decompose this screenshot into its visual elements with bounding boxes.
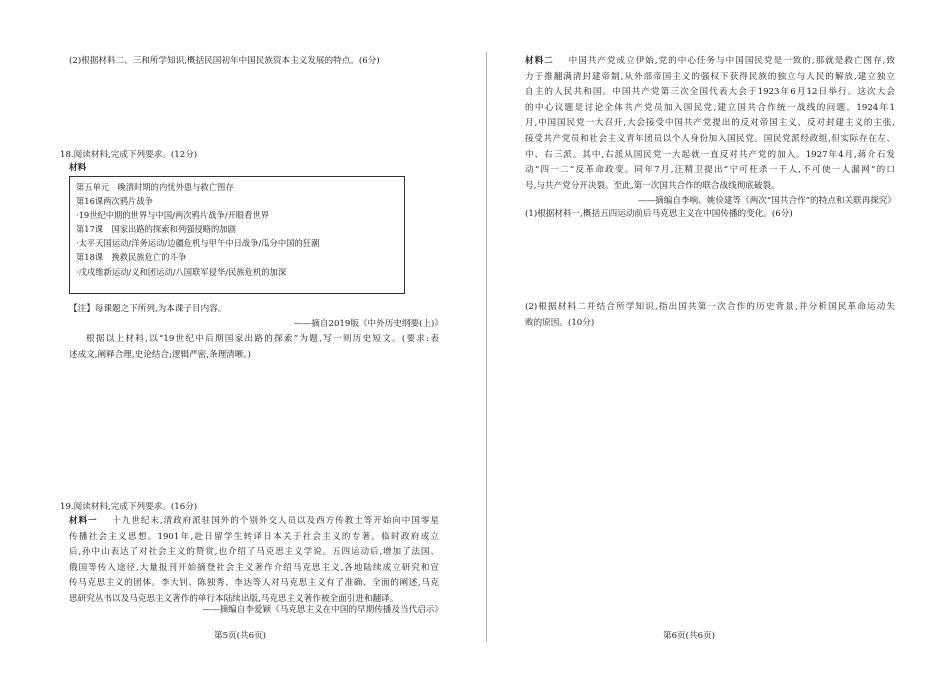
outline-line: 第18课 挽救民族危亡的斗争 <box>76 252 187 263</box>
q19-sub1-question: (1)根据材料一,概括五四运动前后马克思主义在中国传播的变化。(6分) <box>525 209 793 219</box>
q19-heading: 19.阅读材料,完成下列要求。(16分) <box>60 502 198 512</box>
outline-line: 第16课两次鸦片战争 <box>76 196 153 207</box>
material1-label: 材料一 <box>69 516 98 526</box>
material2-label: 材料二 <box>525 56 554 66</box>
q17-sub2-question: (2)根据材料二、三和所学知识,概括民国初年中国民族资本主义发展的特点。(6分) <box>69 56 380 66</box>
outline-line: ·19世纪中期的世界与中国/两次鸦片战争/开眼看世界 <box>76 210 270 221</box>
q18-textbook-outline-box <box>69 176 405 294</box>
material1-line: 十九世纪末,清政府派驻国外的个别外交人员以及西方传教士等开始向中国零星 <box>112 516 439 526</box>
q19-sub2-question <box>525 300 895 331</box>
material1-line: 俄国等传入途径,大量报刊开始摘登社会主义著作介绍马克思主义,各地陆续成立研究和宣 <box>69 562 439 573</box>
material1-line: 思研究丛书以及马克思主义著作的单行本陆续出版,马克思主义著作被全面引进和翻译。 <box>69 593 399 604</box>
outline-line: 第17课 国家出路的探索和列强侵略的加剧 <box>76 224 236 235</box>
sub2-line: 败的原因。(10分) <box>525 317 595 328</box>
q19-material2 <box>525 54 895 194</box>
material2-source: ——摘编自李响、姚俭建等《两次“国共合作”的特点和关联再探究》 <box>637 196 896 206</box>
material2-line: 中、右三派。其中,右派从国民党一大起就一直反对共产党的加入。1927年4月,蒋介石发 <box>525 149 895 160</box>
material2-line: 月,中国国民党一大召开,大会接受中国共产党提出的反对帝国主义、反对封建主义的主张, <box>525 118 895 129</box>
q18-source: ——摘自2019版《中外历史纲要(上)》 <box>294 319 443 329</box>
material2-line: 力于推翻满清封建帝制,从外部帝国主义的强权下获得民族的独立与人民的解放,建立独立 <box>525 71 895 82</box>
outline-line: 第五单元 晚清时期的内忧外患与救亡图存 <box>76 182 234 192</box>
right-page <box>475 0 950 673</box>
prompt-line: 述成文,阐释合理,史论结合;逻辑严密,条理清晰。) <box>69 349 252 360</box>
page-number-left: 第5页(共6页) <box>214 631 267 641</box>
material2-line: 接受共产党员和社会主义青年团员以个人身份加入国民党。国民党派经政组,但实际存在左、 <box>525 133 895 144</box>
material1-line: 后,孙中山表达了对社会主义的赞赏,也介绍了马克思主义学说。五四运动后,增加了法国、 <box>69 547 439 558</box>
material2-line: 号,与共产党分开决裂。至此,第一次国共合作的联合战线彻底破裂。 <box>525 180 780 191</box>
material2-line: 动“四一二”反革命政变。同年7月,汪精卫提出“宁可枉杀一千人,不可使一人漏网”的口 <box>525 165 895 176</box>
q18-material-label: 材料 <box>69 163 87 173</box>
prompt-line: 根据以上材料,以“19世纪中后期国家出路的探索”为题,写一则历史短文。(要求:表 <box>86 334 439 344</box>
outline-line: ·太平天国运动/洋务运动/边疆危机与甲午中日战争/瓜分中国的狂潮 <box>76 238 320 249</box>
sub2-line: (2)根据材料二并结合所学知识,指出国共第一次合作的历史背景,并分析国民革命运动失 <box>525 302 895 312</box>
outline-line: ·戊戌维新运动/义和团运动/八国联军侵华/民族危机的加深 <box>76 266 287 277</box>
material1-line: 传播社会主义思想。1901年,赴日留学生转译日本关于社会主义的专著。临时政府成立 <box>69 531 439 542</box>
material2-line: 中国共产党成立伊始,党的中心任务与中国国民党是一致的,那就是救亡图存,致 <box>568 56 895 66</box>
q18-note: 【注】每课题之下所列,为本课子目内容。 <box>69 304 227 314</box>
page-number-right: 第6页(共6页) <box>663 631 716 641</box>
q18-heading: 18.阅读材料,完成下列要求。(12分) <box>60 150 198 160</box>
material1-line: 传马克思主义的团体。李大钊、陈独秀、李达等人对马克思主义有了准确、全面的阐述,马克 <box>69 578 439 589</box>
q18-prompt <box>69 332 439 363</box>
material2-line: 自主的人民共和国。中国共产党第三次全国代表大会于1923年6月12日举行。这次大会 <box>525 87 895 98</box>
material2-line: 的中心议题是讨论全体共产党员加入国民党,建立国共合作统一战线的问题。1924年1 <box>525 102 895 113</box>
material1-source: ——摘编自李爱颖《马克思主义在中国的早期传播及当代启示》 <box>202 605 443 615</box>
q19-material1 <box>69 514 439 608</box>
